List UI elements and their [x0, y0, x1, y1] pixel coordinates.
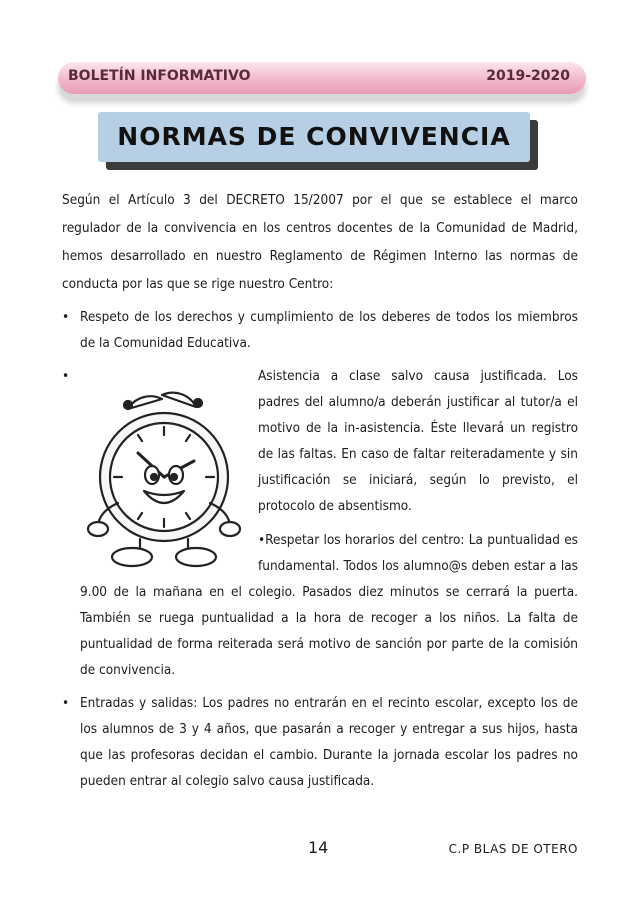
rule-punctuality-text: •Respetar los horarios del centro: La puntualidad es fundamental. Todos los alumno@s deben estar a las 9.00 de la mañana en el colegio. Pasados diez minutos se cerrará la puerta. También se ruega puntualidad a la hora de recoger a los niños. La falta de puntualidad de forma reiterada será motivo de sanción por parte de la comisión de convivencia.: [80, 532, 578, 678]
title-box: [98, 112, 530, 162]
page-title: NORMAS DE CONVIVENCIA: [117, 122, 511, 151]
rule-attendance: [62, 363, 578, 683]
school-name: C.P BLAS DE OTERO: [448, 842, 578, 856]
alarm-clock-icon: [80, 367, 248, 575]
page-number: 14: [308, 838, 329, 857]
rule-entrances-text: Entradas y salidas: Los padres no entrarán en el recinto escolar, excepto los de los alumnos de 3 y 4 años, que pasarán a recoger y entregar a sus hijos, hasta que las profesoras decidan el cambio. Durante la jornada escolar los padres no pueden entrar al colegio salvo causa justificada.: [80, 695, 578, 789]
header-bar: [58, 62, 586, 94]
rules-list: [62, 304, 578, 794]
content: [62, 186, 578, 801]
school-year: 2019-2020: [486, 68, 570, 84]
rule-respect-text: Respeto de los derechos y cumplimiento de los deberes de todos los miembros de la Comunidad Educativa.: [80, 309, 578, 351]
rule-attendance-text: Asistencia a clase salvo causa justificada. Los padres del alumno/a deberán justificar al tutor/a el motivo de la in-asistencia. Éste llevará un registro de las faltas. En caso de faltar reiteradamente y sin justificación se iniciará, según lo previsto, el protocolo de absentismo.: [258, 368, 578, 514]
rule-entrances: [62, 690, 578, 794]
bulletin-label: BOLETÍN INFORMATIVO: [68, 68, 251, 84]
intro-paragraph: Según el Artículo 3 del DECRETO 15/2007 por el que se establece el marco regulador de la convivencia en los centros docentes de la Comunidad de Madrid, hemos desarrollado en nuestro Reglamento de Régimen Interno las normas de conducta por las que se rige nuestro Centro:: [62, 192, 578, 292]
rule-respect: [62, 304, 578, 356]
